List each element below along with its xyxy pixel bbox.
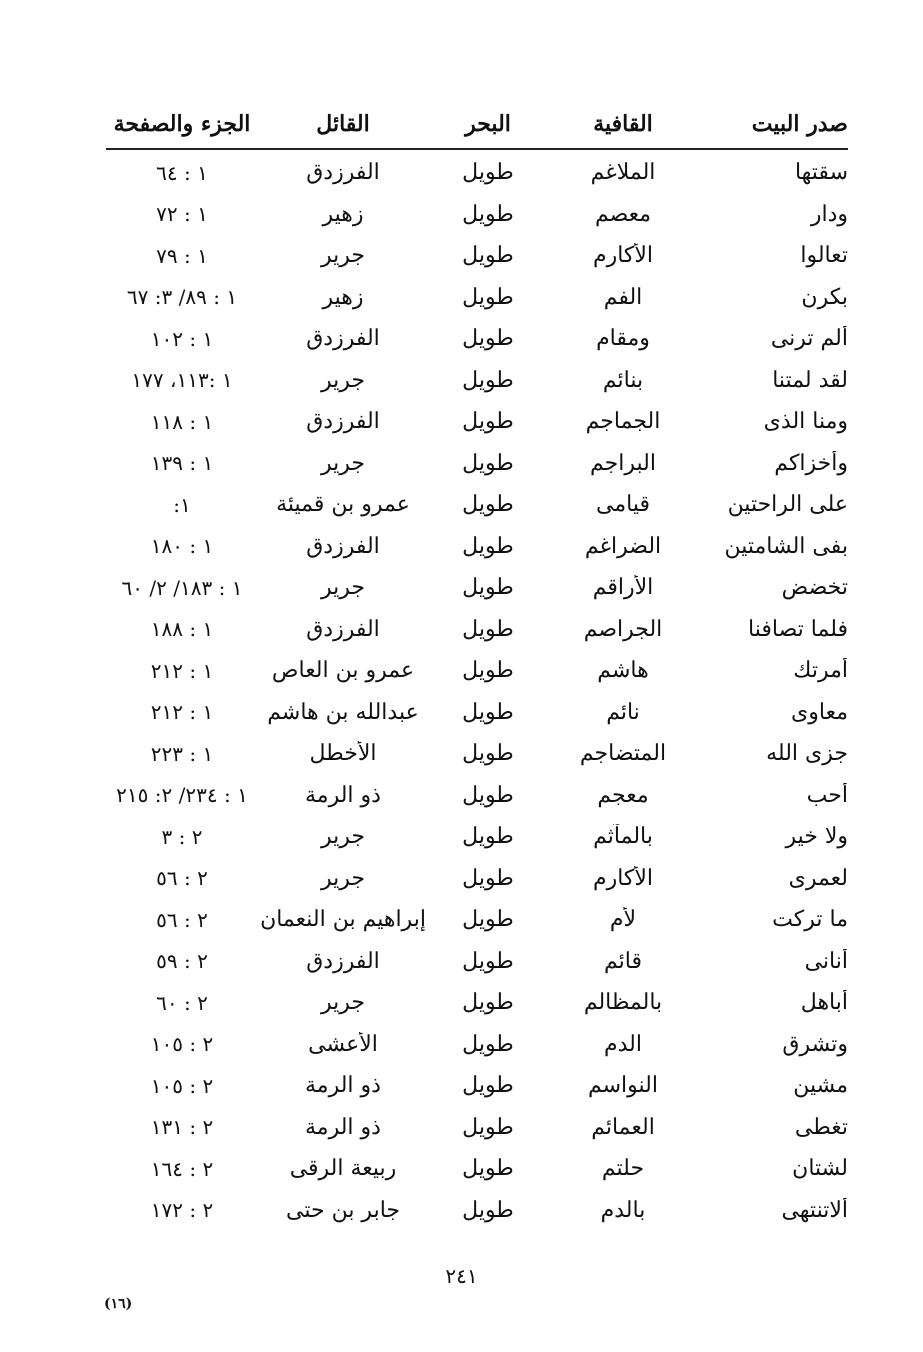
rhyme-cell: الملاغم <box>590 160 656 186</box>
rhyme-cell: النواسم <box>587 1073 658 1099</box>
poet-cell: الفرزدق <box>306 326 380 352</box>
rhyme-cell: معجم <box>597 782 649 808</box>
poet-cell: عمرو بن العاص <box>271 658 415 684</box>
ref-cell: ١ : ١٨٨ <box>150 617 214 642</box>
table-row <box>106 1148 848 1190</box>
verse-cell: تغطى <box>794 1114 848 1140</box>
ref-cell: ٢ : ٥٦ <box>156 866 208 891</box>
verse-cell: سقتها <box>794 160 848 186</box>
poet-cell: جرير <box>321 865 365 891</box>
table-row <box>106 567 848 609</box>
poet-cell: الأخطل <box>309 741 377 767</box>
rhyme-cell: بالدم <box>600 1197 646 1223</box>
table-row <box>106 1107 848 1149</box>
table-row <box>106 858 848 900</box>
rhyme-cell: ومقام <box>596 326 650 352</box>
poet-cell: جرير <box>321 243 365 269</box>
ref-cell: ١ : ١٠٢ <box>150 326 214 351</box>
ref-cell: ١ : ٢١٢ <box>150 700 214 725</box>
table-row <box>106 318 848 360</box>
rhyme-cell: الجراصم <box>583 616 663 642</box>
meter-cell: طويل <box>462 948 514 974</box>
poet-cell: جرير <box>321 450 365 476</box>
poet-cell: الأعشى <box>308 1031 378 1057</box>
meter-cell: طويل <box>462 741 514 767</box>
meter-cell: طويل <box>462 616 514 642</box>
poet-cell: الفرزدق <box>306 160 380 186</box>
verse-cell: جزى الله <box>766 741 848 767</box>
meter-cell: طويل <box>462 658 514 684</box>
ref-cell: ١ : ٨٩/ ٣: ٦٧ <box>126 285 238 310</box>
rhyme-cell: الفم <box>603 284 643 310</box>
header-rhyme: القافية <box>593 111 653 137</box>
meter-cell: طويل <box>462 243 514 269</box>
rhyme-cell: العمائم <box>591 1114 655 1140</box>
verse-cell: معاوى <box>791 699 848 725</box>
meter-cell: طويل <box>462 907 514 933</box>
verse-cell: بفى الشامتين <box>724 533 848 559</box>
verse-cell: أنانى <box>804 948 848 974</box>
header-meter: البحر <box>465 111 511 137</box>
poet-cell: الفرزدق <box>306 409 380 435</box>
verse-cell: ودار <box>810 201 848 227</box>
rhyme-cell: الأراقم <box>592 575 654 601</box>
table-row <box>106 650 848 692</box>
rhyme-cell: معصم <box>594 201 652 227</box>
verse-cell: ألاتنتهى <box>781 1197 848 1223</box>
table-row <box>106 484 848 526</box>
ref-cell: ١ : ١٨٠ <box>150 534 214 559</box>
ref-cell: ١ :١١٣، ١٧٧ <box>131 368 233 393</box>
poet-cell: عمرو بن قميئة <box>276 492 410 518</box>
meter-cell: طويل <box>462 1031 514 1057</box>
verse-cell: تخضض <box>781 575 848 601</box>
table-row <box>106 816 848 858</box>
rhyme-cell: بالمآثم <box>593 824 653 850</box>
ref-cell: ٢ : ٣ <box>161 824 203 849</box>
table-body <box>106 152 848 1231</box>
poet-cell: إبراهيم بن النعمان <box>260 907 426 933</box>
verse-cell: وأخزاكم <box>774 450 848 476</box>
meter-cell: طويل <box>462 782 514 808</box>
ref-cell: ١ : ٧٢ <box>156 202 208 227</box>
table-row <box>106 1024 848 1066</box>
rhyme-cell: قائم <box>604 948 642 974</box>
ref-cell: ١ : ٢٢٣ <box>150 741 214 766</box>
verse-cell: مشين <box>793 1073 848 1099</box>
poet-cell: ربيعة الرقى <box>289 1156 397 1182</box>
ref-cell: ١ : ٦٤ <box>156 160 208 185</box>
table-row <box>106 733 848 775</box>
meter-cell: طويل <box>462 160 514 186</box>
table-row <box>106 1065 848 1107</box>
ref-cell: ١ : ١٨٣/ ٢/ ٦٠ <box>121 575 243 600</box>
meter-cell: طويل <box>462 1073 514 1099</box>
verse-cell: لقد لمتنا <box>772 367 848 393</box>
poet-cell: جرير <box>321 990 365 1016</box>
ref-cell: ٢ : ١٠٥ <box>150 1032 214 1057</box>
table-row <box>106 609 848 651</box>
rhyme-cell: الدم <box>604 1031 642 1057</box>
poet-cell: جرير <box>321 824 365 850</box>
verse-cell: وتشرق <box>782 1031 848 1057</box>
table-row <box>106 194 848 236</box>
rhyme-cell: هاشم <box>597 658 649 684</box>
table-row <box>106 277 848 319</box>
header-poet: القائل <box>316 111 370 137</box>
poet-cell: الفرزدق <box>306 616 380 642</box>
meter-cell: طويل <box>462 409 514 435</box>
meter-cell: طويل <box>462 865 514 891</box>
rhyme-cell: المتضاجم <box>579 741 667 767</box>
meter-cell: طويل <box>462 201 514 227</box>
table-row <box>106 401 848 443</box>
verse-cell: لعمرى <box>788 865 848 891</box>
rhyme-cell: نائم <box>606 699 640 725</box>
ref-cell: ١ : ٢٣٤/ ٢: ٢١٥ <box>116 783 248 808</box>
verse-cell: فلما تصافنا <box>748 616 848 642</box>
verse-cell: ألم ترنى <box>770 326 848 352</box>
meter-cell: طويل <box>462 284 514 310</box>
meter-cell: طويل <box>462 533 514 559</box>
rhyme-cell: بالمظالم <box>583 990 663 1016</box>
verse-cell: أباهل <box>800 990 848 1016</box>
poet-cell: جابر بن حتى <box>286 1197 400 1223</box>
meter-cell: طويل <box>462 367 514 393</box>
verse-cell: على الراحتين <box>727 492 848 518</box>
poet-cell: ذو الرمة <box>305 1073 381 1099</box>
table-row <box>106 982 848 1024</box>
verse-index-table <box>106 100 848 1231</box>
ref-cell: ١ : ٢١٢ <box>150 658 214 683</box>
verse-cell: ما تركت <box>772 907 848 933</box>
rhyme-cell: بنائم <box>602 367 644 393</box>
ref-cell: ١ : ١١٨ <box>150 409 214 434</box>
table-row <box>106 1190 848 1232</box>
ref-cell: ١ : ١٣٩ <box>150 451 214 476</box>
poet-cell: زهير <box>322 201 364 227</box>
verse-cell: ومنا الذى <box>763 409 848 435</box>
table-row <box>106 443 848 485</box>
header-verse: صدر البيت <box>751 111 848 137</box>
rhyme-cell: الأكارم <box>592 865 654 891</box>
meter-cell: طويل <box>462 699 514 725</box>
ref-cell: ٢ : ١٣١ <box>150 1115 214 1140</box>
verse-cell: ولا خير <box>785 824 848 850</box>
meter-cell: طويل <box>462 575 514 601</box>
table-row <box>106 235 848 277</box>
verse-cell: لشتان <box>792 1156 848 1182</box>
ref-cell: ١: <box>173 492 191 517</box>
table-row <box>106 899 848 941</box>
table-row <box>106 152 848 194</box>
rhyme-cell: الجماجم <box>585 409 661 435</box>
meter-cell: طويل <box>462 450 514 476</box>
rhyme-cell: حلتم <box>601 1156 645 1182</box>
header-ref: الجزء والصفحة <box>113 111 251 137</box>
verse-cell: بكرن <box>801 284 848 310</box>
meter-cell: طويل <box>462 824 514 850</box>
ref-cell: ٢ : ١٦٤ <box>150 1156 214 1181</box>
ref-cell: ١ : ٧٩ <box>156 243 208 268</box>
poet-cell: جرير <box>321 367 365 393</box>
ref-cell: ٢ : ١٠٥ <box>150 1073 214 1098</box>
ref-cell: ٢ : ٥٦ <box>156 907 208 932</box>
poet-cell: عبدالله بن هاشم <box>267 699 419 725</box>
meter-cell: طويل <box>462 990 514 1016</box>
table-header <box>106 100 848 150</box>
rhyme-cell: قيامى <box>596 492 650 518</box>
table-row <box>106 526 848 568</box>
signature-mark: (١٦) <box>104 1296 133 1312</box>
page-number: ٢٤١ <box>445 1264 478 1288</box>
table-row <box>106 775 848 817</box>
verse-cell: تعالوا <box>800 243 848 269</box>
poet-cell: جرير <box>321 575 365 601</box>
ref-cell: ٢ : ٥٩ <box>156 949 208 974</box>
poet-cell: ذو الرمة <box>305 782 381 808</box>
verse-cell: أمرتك <box>793 658 848 684</box>
meter-cell: طويل <box>462 492 514 518</box>
rhyme-cell: الضراغم <box>584 533 662 559</box>
ref-cell: ٢ : ١٧٢ <box>150 1198 214 1223</box>
poet-cell: زهير <box>322 284 364 310</box>
poet-cell: ذو الرمة <box>305 1114 381 1140</box>
table-row <box>106 360 848 402</box>
ref-cell: ٢ : ٦٠ <box>156 990 208 1015</box>
table-row <box>106 692 848 734</box>
meter-cell: طويل <box>462 326 514 352</box>
poet-cell: الفرزدق <box>306 948 380 974</box>
meter-cell: طويل <box>462 1197 514 1223</box>
rhyme-cell: البراجم <box>590 450 656 476</box>
meter-cell: طويل <box>462 1156 514 1182</box>
rhyme-cell: لأم <box>609 907 637 933</box>
rhyme-cell: الأكارم <box>592 243 654 269</box>
table-row <box>106 941 848 983</box>
meter-cell: طويل <box>462 1114 514 1140</box>
poet-cell: الفرزدق <box>306 533 380 559</box>
verse-cell: أحب <box>806 782 848 808</box>
